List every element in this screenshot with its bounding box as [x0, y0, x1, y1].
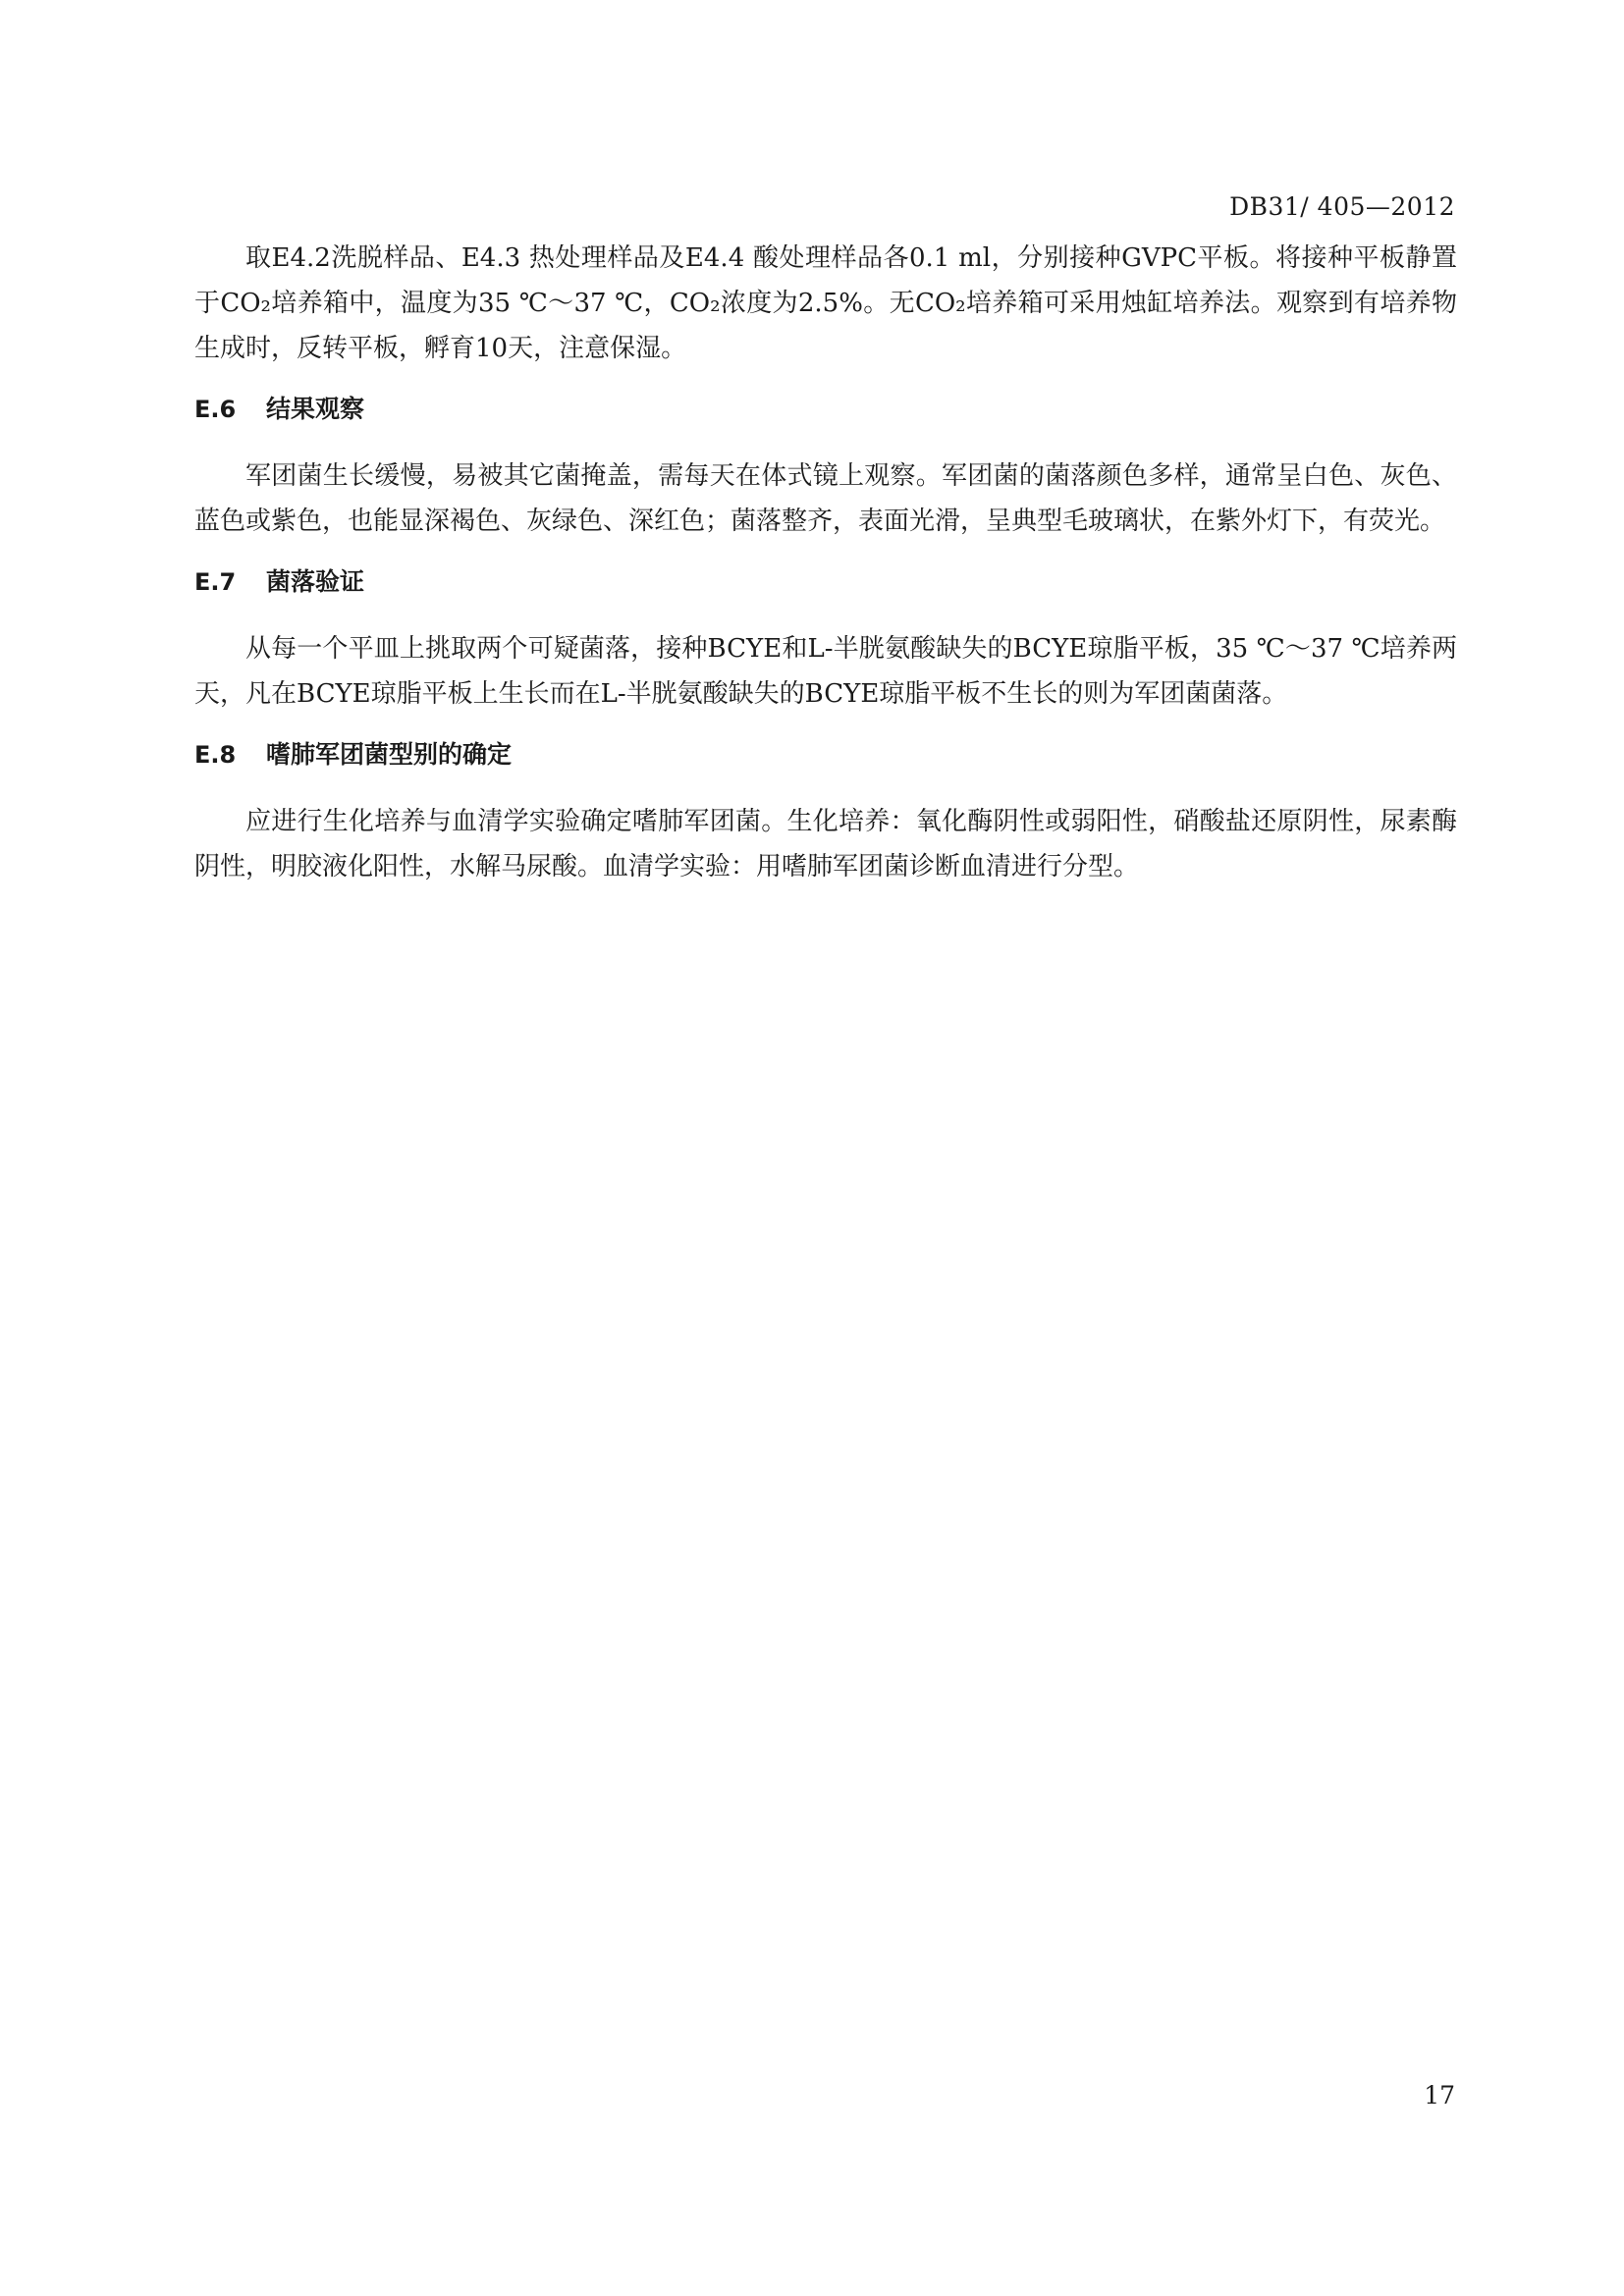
section-paragraph: 从每一个平皿上挑取两个可疑菌落，接种BCYE和L-半胱氨酸缺失的BCYE琼脂平板，35 ℃～37 ℃培养两天，凡在BCYE琼脂平板上生长而在L-半胱氨酸缺失的BCYE琼脂平板不生长的则为军团菌菌落。 — [194, 634, 1457, 709]
document-body — [194, 236, 1457, 889]
section-number: E.6 — [194, 396, 237, 423]
section-e7 — [194, 560, 1457, 717]
section-paragraph: 应进行生化培养与血清学实验确定嗜肺军团菌。生化培养：氧化酶阴性或弱阳性，硝酸盐还原阴性，尿素酶阴性，明胶液化阳性，水解马尿酸。血清学实验：用嗜肺军团菌诊断血清进行分型。 — [194, 807, 1457, 881]
section-number: E.8 — [194, 741, 237, 769]
section-paragraph: 军团菌生长缓慢，易被其它菌掩盖，需每天在体式镜上观察。军团菌的菌落颜色多样，通常呈白色、灰色、蓝色或紫色，也能显深褐色、灰绿色、深红色；菌落整齐，表面光滑，呈典型毛玻璃状，在紫外灯下，有荧光。 — [194, 461, 1457, 536]
section-title: 嗜肺军团菌型别的确定 — [266, 740, 513, 769]
section-heading — [194, 387, 1457, 432]
section-number: E.7 — [194, 568, 237, 596]
document-code: DB31/ 405—2012 — [1229, 192, 1455, 221]
section-heading — [194, 560, 1457, 605]
intro-paragraph: 取E4.2洗脱样品、E4.3 热处理样品及E4.4 酸处理样品各0.1 ml，分别接种GVPC平板。将接种平板静置于CO₂培养箱中，温度为35 ℃～37 ℃，CO₂浓度为2.5%。无CO₂培养箱可采用烛缸培养法。观察到有培养物生成时，反转平板，孵育10天，注意保湿。 — [194, 243, 1457, 363]
section-title: 结果观察 — [266, 395, 365, 423]
section-e6 — [194, 387, 1457, 544]
section-e8 — [194, 732, 1457, 889]
page-number: 17 — [1424, 2081, 1455, 2109]
section-title: 菌落验证 — [266, 567, 365, 596]
section-heading — [194, 732, 1457, 777]
